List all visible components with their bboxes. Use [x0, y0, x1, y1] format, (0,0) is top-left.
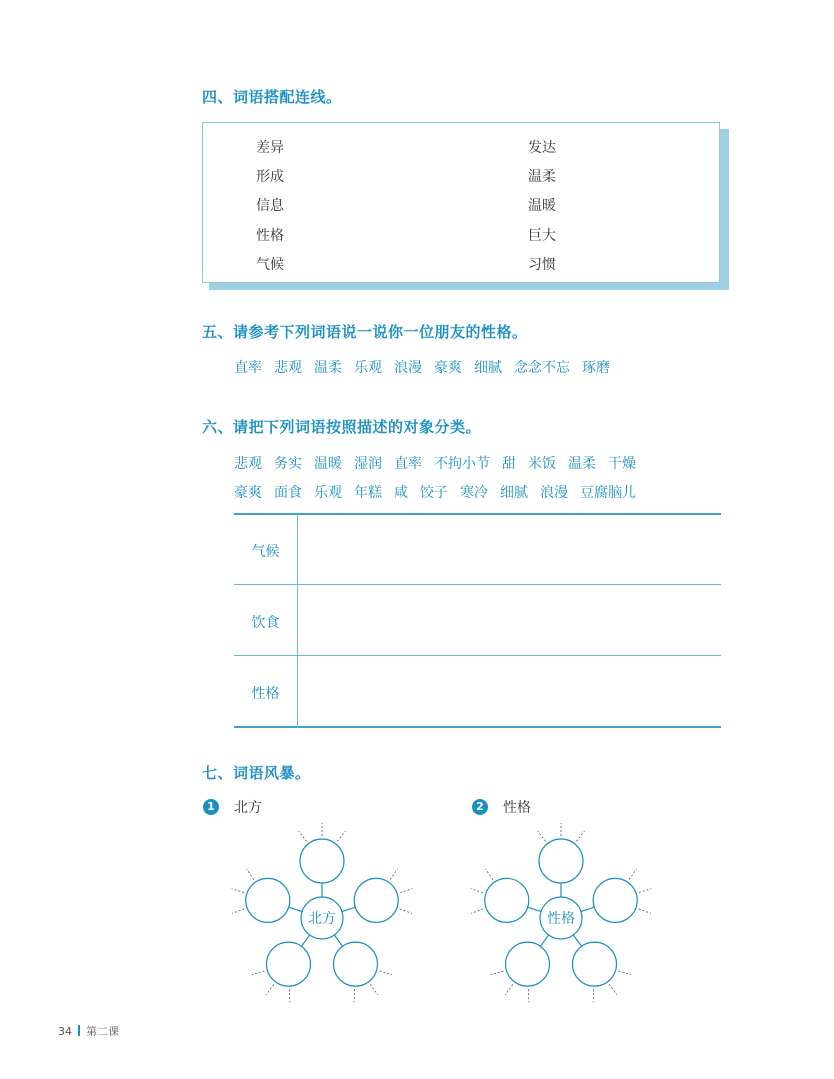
vocab-word: 豪爽 [234, 485, 262, 501]
web-outer-circle [334, 942, 378, 986]
web-outer-circle [539, 839, 583, 883]
vocab-word: 温柔 [568, 456, 596, 472]
web-dashed-spoke [505, 984, 513, 995]
web-dashed-spoke [337, 831, 345, 841]
match-left-word: 信息 [256, 198, 284, 214]
page-number: 34 [58, 1025, 72, 1038]
web-dashed-spoke [380, 971, 392, 975]
vocab-word: 悲观 [234, 456, 262, 472]
web-outer-circle [300, 839, 344, 883]
web-connector [581, 907, 594, 911]
web-dashed-spoke [471, 909, 483, 913]
vocab-word: 豆腐脑儿 [580, 485, 636, 501]
web-outer-circle [485, 878, 529, 922]
section6-title: 六、请把下列词语按照描述的对象分类。 [202, 418, 482, 436]
vocab-word: 乐观 [314, 485, 342, 501]
item-number-badge-2: 2 [472, 799, 488, 815]
vocab-word: 直率 [394, 456, 422, 472]
vocab-word: 温暖 [314, 456, 342, 472]
web-connector [334, 935, 342, 946]
vocab-word: 寒冷 [460, 485, 488, 501]
web-outer-circle [593, 878, 637, 922]
web-outer-circle [266, 942, 310, 986]
match-right-word: 发达 [528, 140, 556, 156]
match-right-word: 温柔 [528, 169, 556, 185]
vocab-word: 浪漫 [394, 360, 422, 376]
category-label-personality: 性格 [251, 686, 280, 702]
web-dashed-spoke [538, 831, 546, 841]
web-dashed-spoke [491, 971, 503, 975]
web-connector [289, 907, 302, 911]
web-connector [528, 907, 541, 911]
web-dashed-spoke [629, 869, 636, 880]
vocab-word: 念念不忘 [514, 360, 570, 376]
vocab-word: 饺子 [420, 485, 448, 501]
match-right-word: 温暖 [528, 198, 556, 214]
page-footer [58, 1023, 119, 1039]
web-outer-circle [246, 878, 290, 922]
vocab-word: 干燥 [608, 456, 636, 472]
item-label-personality: 性格 [503, 800, 531, 816]
vocab-word: 务实 [274, 456, 302, 472]
category-label-food: 饮食 [251, 615, 280, 631]
category-label-climate: 气候 [251, 544, 280, 560]
web-dashed-spoke [400, 909, 412, 913]
web-connector [540, 935, 548, 946]
web-dashed-spoke [232, 889, 244, 893]
vocab-word: 湿润 [354, 456, 382, 472]
match-right-word: 习惯 [528, 257, 556, 273]
web-dashed-spoke [252, 971, 264, 975]
web-dashed-spoke [639, 889, 651, 893]
vocab-word: 悲观 [274, 360, 302, 376]
web-dashed-spoke [247, 869, 254, 880]
web-dashed-spoke [609, 984, 617, 995]
match-left-word: 形成 [256, 169, 284, 185]
match-right-word: 巨大 [528, 228, 556, 244]
vocab-word: 细腻 [474, 360, 502, 376]
web-center-label: 性格 [547, 911, 575, 927]
web-outer-circle [354, 878, 398, 922]
web-connector [342, 907, 355, 911]
section4-title: 四、词语搭配连线。 [202, 88, 342, 106]
vocab-word: 直率 [234, 360, 262, 376]
web-dashed-spoke [266, 984, 274, 995]
vocab-word: 温柔 [314, 360, 342, 376]
word-web-2 [471, 823, 652, 1002]
web-center-label: 北方 [308, 911, 336, 927]
match-left-word: 气候 [256, 257, 284, 273]
vocab-word: 浪漫 [540, 485, 568, 501]
web-dashed-spoke [400, 889, 412, 893]
web-dashed-spoke [232, 909, 244, 913]
footer-divider [78, 1025, 80, 1036]
vocab-word: 甜 [502, 456, 516, 472]
vocab-word: 米饭 [528, 456, 556, 472]
web-outer-circle [573, 942, 617, 986]
vocab-word: 年糕 [354, 485, 382, 501]
section7-title: 七、词语风暴。 [202, 764, 311, 782]
section5-title: 五、请参考下列词语说一说你一位朋友的性格。 [202, 323, 528, 341]
vocab-word: 豪爽 [434, 360, 462, 376]
web-connector [301, 935, 309, 946]
web-outer-circle [505, 942, 549, 986]
match-left-word: 差异 [256, 140, 284, 156]
web-dashed-spoke [390, 869, 397, 880]
web-dashed-spoke [619, 971, 631, 975]
vocab-word: 咸 [394, 485, 408, 501]
web-dashed-spoke [471, 889, 483, 893]
word-web-1 [232, 823, 413, 1002]
vocab-word: 琢磨 [582, 360, 610, 376]
web-dashed-spoke [639, 909, 651, 913]
web-dashed-spoke [299, 831, 307, 841]
web-dashed-spoke [370, 984, 378, 995]
vocab-word: 面食 [274, 485, 302, 501]
vocab-word: 细腻 [500, 485, 528, 501]
vocab-word: 乐观 [354, 360, 382, 376]
web-dashed-spoke [576, 831, 584, 841]
vocab-word: 不拘小节 [434, 456, 490, 472]
item-number-badge-1: 1 [203, 799, 219, 815]
lesson-label: 第二课 [86, 1025, 119, 1038]
match-left-word: 性格 [256, 228, 284, 244]
item-label-north: 北方 [234, 800, 262, 816]
web-dashed-spoke [486, 869, 493, 880]
web-connector [573, 935, 581, 946]
